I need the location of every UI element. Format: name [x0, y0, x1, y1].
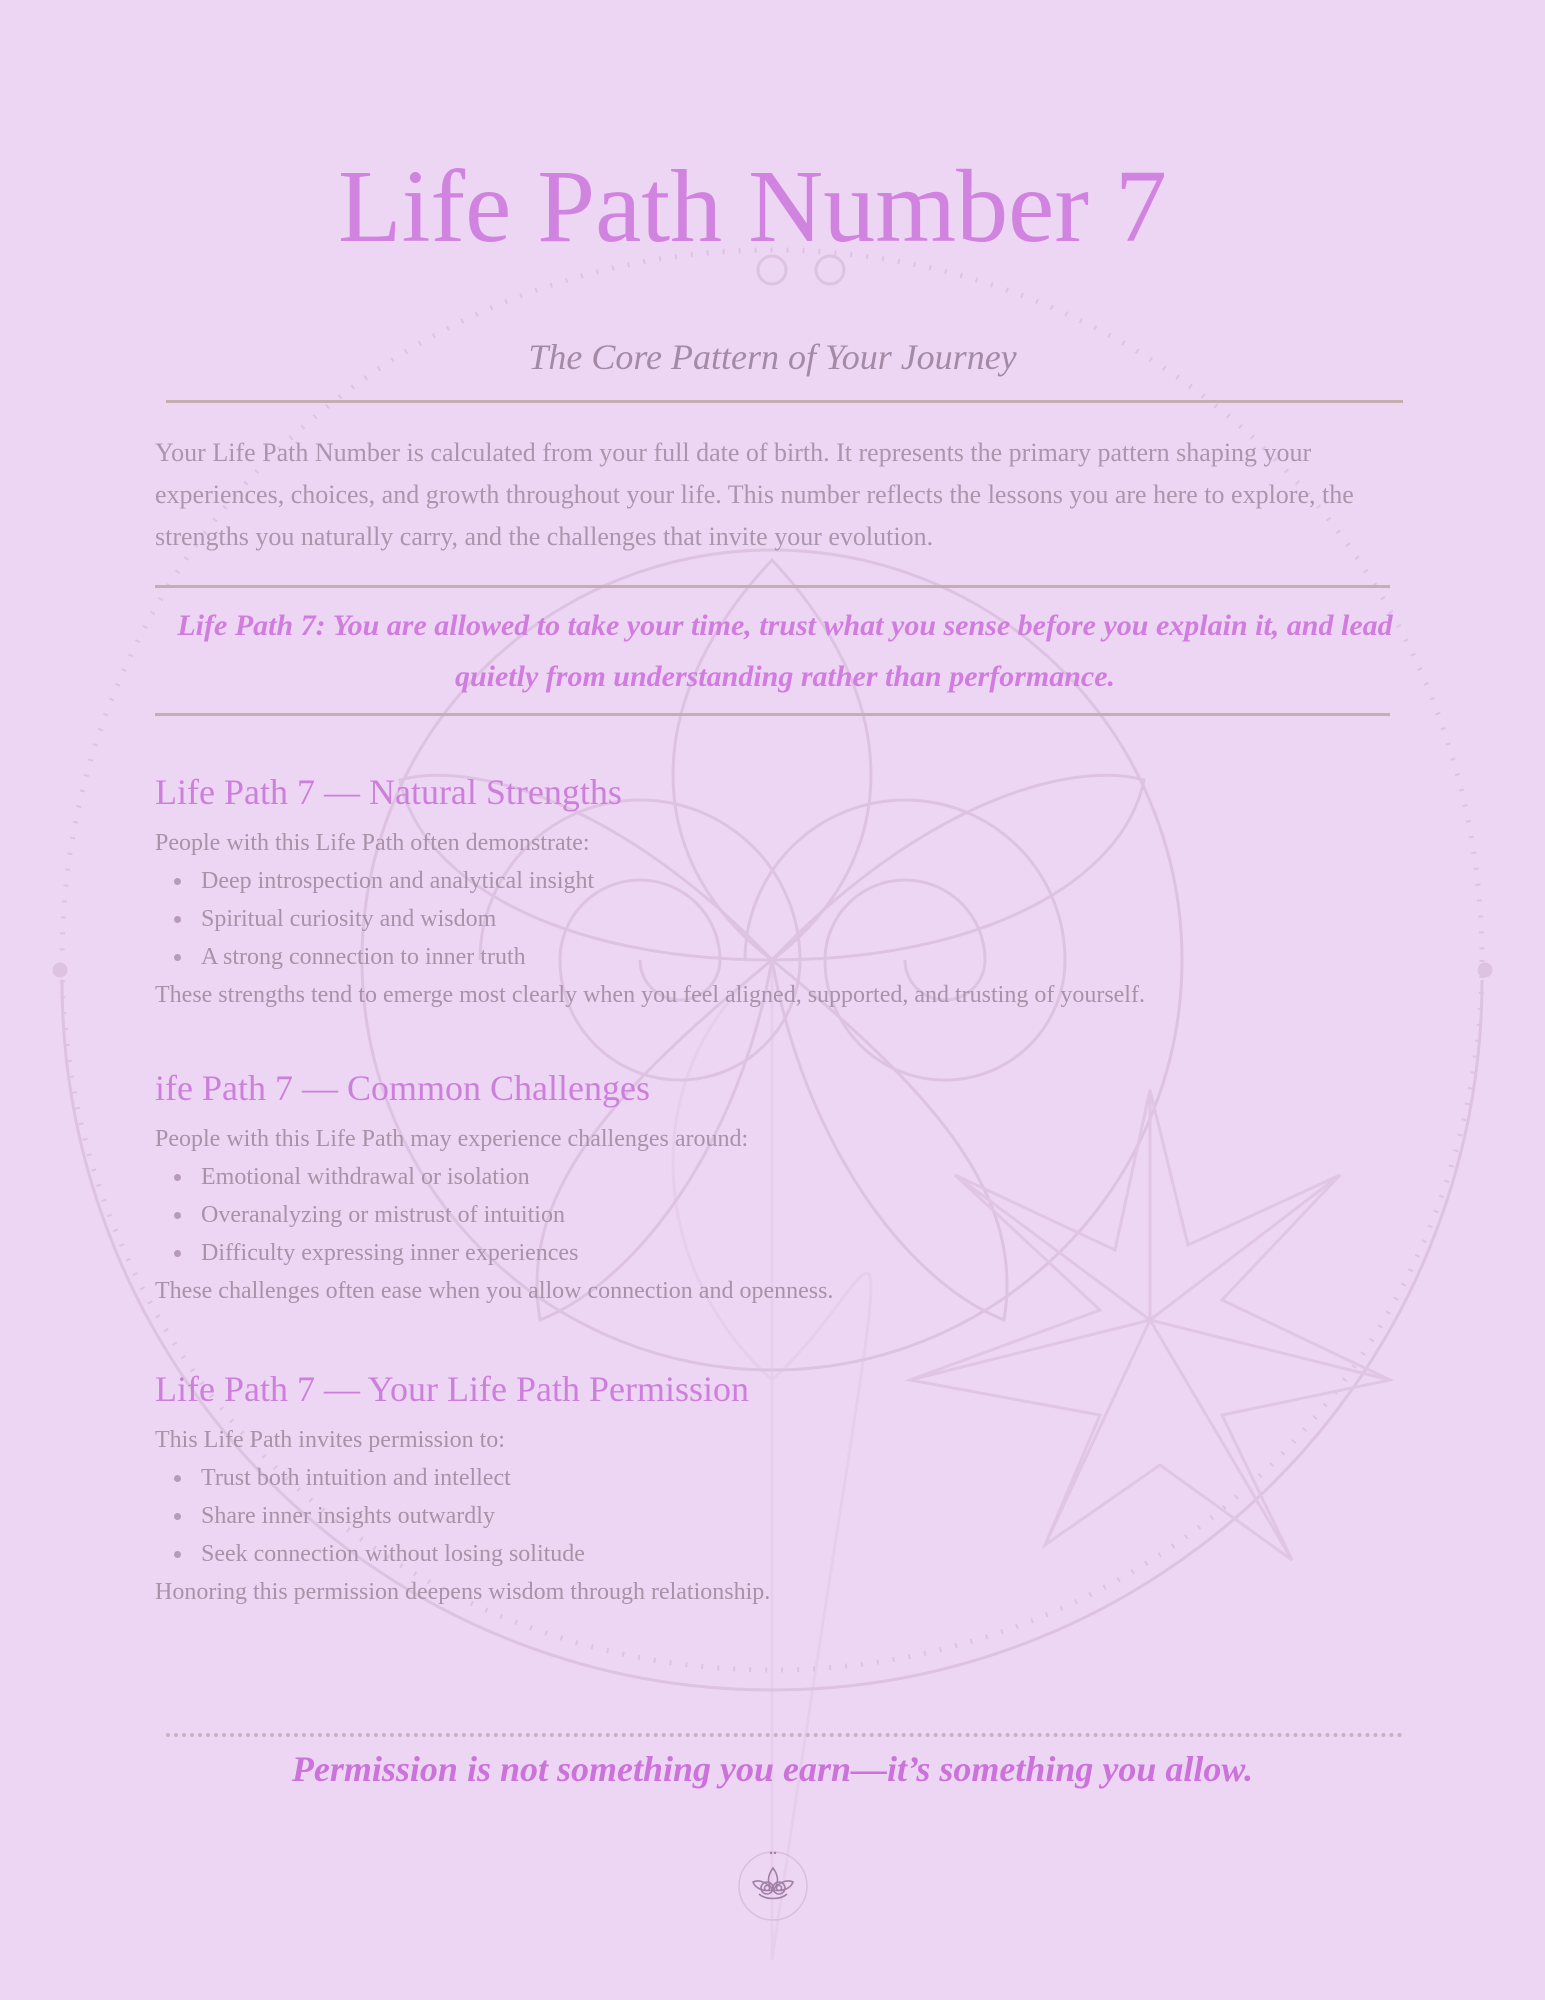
section-permission [155, 1367, 1415, 1611]
section-heading: Life Path 7 — Natural Strengths [155, 772, 622, 812]
list-item: Seek connection without losing solitude [201, 1535, 1415, 1573]
section-strengths [155, 770, 1415, 1014]
section-lead: People with this Life Path may experience challenges around: [155, 1126, 749, 1152]
list-item: Emotional withdrawal or isolation [201, 1158, 1415, 1196]
list-item: A strong connection to inner truth [201, 938, 1415, 976]
section-closing: These strengths tend to emerge most clearly when you feel aligned, supported, and trusting of yourself. [155, 982, 1145, 1008]
list-item: Share inner insights outwardly [201, 1497, 1415, 1535]
section-lead: This Life Path invites permission to: [155, 1427, 505, 1453]
page-title: Life Path Number 7 [338, 149, 1167, 264]
list-item: Difficulty expressing inner experiences [201, 1234, 1415, 1272]
divider-top [166, 400, 1403, 403]
section-challenges [155, 1066, 1415, 1310]
quote-divider-bottom [155, 713, 1390, 716]
section-heading: ife Path 7 — Common Challenges [155, 1068, 650, 1108]
list-item: Overanalyzing or mistrust of intuition [201, 1196, 1415, 1234]
divider-dotted [166, 1733, 1403, 1737]
list-item: Trust both intuition and intellect [201, 1459, 1415, 1497]
highlight-quote: Life Path 7: You are allowed to take your time, trust what you sense before you explain it, and lead quietly from understanding rather than performance. [177, 609, 1393, 693]
intro-paragraph: Your Life Path Number is calculated from your full date of birth. It represents the primary pattern shaping your experiences, choices, and growth throughout your life. This number reflects the lessons you are here to explore, the strengths you naturally carry, and the challenges that invite your evolution. [155, 438, 1354, 551]
section-closing: Honoring this permission deepens wisdom through relationship. [155, 1579, 771, 1605]
quote-divider-top [155, 585, 1390, 588]
list-item: Deep introspection and analytical insight [201, 862, 1415, 900]
section-lead: People with this Life Path often demonstrate: [155, 830, 590, 856]
lotus-emblem-icon [737, 1850, 809, 1922]
section-closing: These challenges often ease when you allow connection and openness. [155, 1278, 834, 1304]
bullet-list [155, 862, 1415, 976]
closing-line: Permission is not something you earn—it’s something you allow. [291, 1749, 1254, 1789]
page-subtitle: The Core Pattern of Your Journey [528, 337, 1017, 377]
section-heading: Life Path 7 — Your Life Path Permission [155, 1369, 749, 1409]
list-item: Spiritual curiosity and wisdom [201, 900, 1415, 938]
bullet-list [155, 1158, 1415, 1272]
bullet-list [155, 1459, 1415, 1573]
